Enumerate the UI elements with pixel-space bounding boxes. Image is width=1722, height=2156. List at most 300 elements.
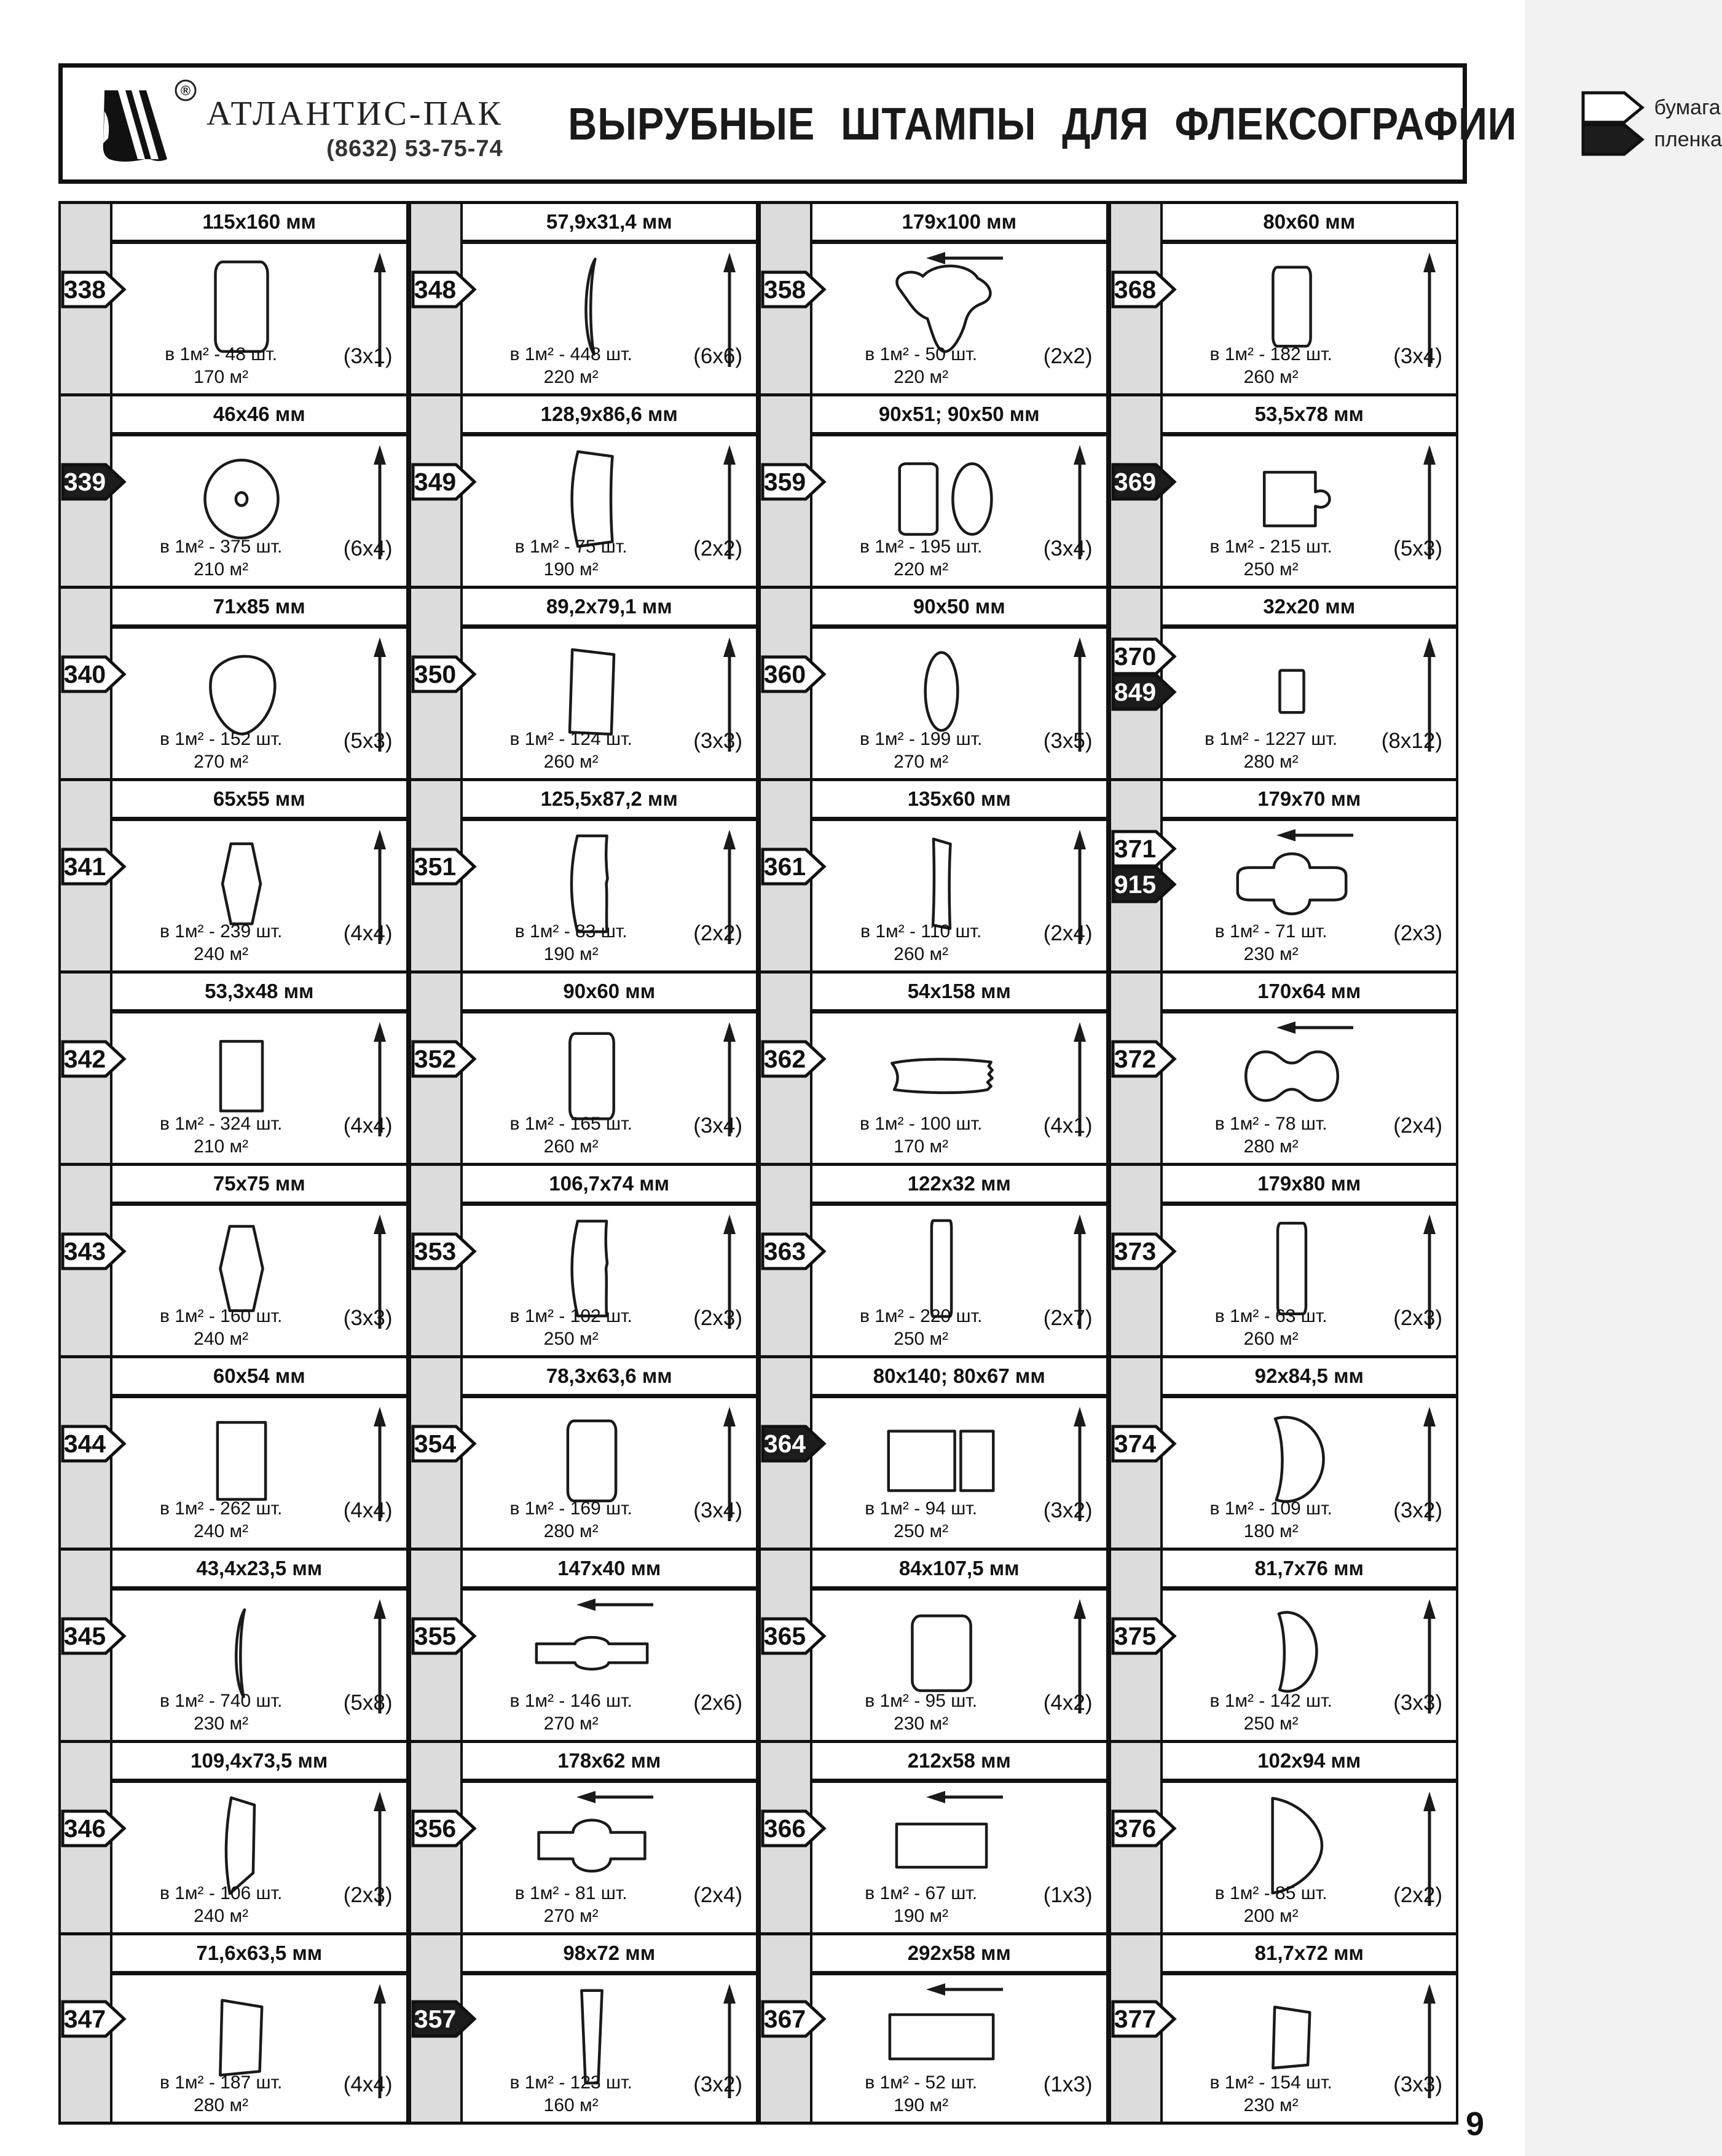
stamp-id-tag <box>1111 463 1176 501</box>
dimensions-label: 81,7x72 мм <box>1163 1935 1457 1975</box>
stamp-cell <box>409 586 759 778</box>
stamp-id: 369 <box>1114 467 1156 496</box>
stamp-id: 915 <box>1114 870 1156 899</box>
roll-area: 240 м² <box>194 944 249 964</box>
stamp-cell <box>58 201 409 393</box>
cell-main-area <box>812 629 1106 778</box>
cell-frame <box>1163 589 1459 778</box>
cell-info <box>119 1305 324 1350</box>
id-tag-stack <box>1111 1426 1176 1462</box>
cell-info <box>119 1690 324 1735</box>
stamp-id: 370 <box>1114 642 1156 671</box>
roll-area: 190 м² <box>894 2095 949 2115</box>
cell-frame <box>112 589 409 778</box>
id-tag-stack <box>761 1618 826 1654</box>
id-tag-stack <box>61 656 126 692</box>
layout-ratio: (3x4) <box>693 1114 742 1138</box>
stamp-cell <box>58 393 409 586</box>
dimensions-label: 80x60 мм <box>1163 204 1457 244</box>
cell-main-area <box>112 821 406 970</box>
per-m2-count: в 1м² - 262 шт. <box>159 1498 283 1519</box>
dimensions-label: 179x100 мм <box>812 204 1106 244</box>
layout-ratio: (2x4) <box>693 1883 742 1907</box>
id-tag-stack <box>411 2001 476 2037</box>
stamp-id-tag <box>761 1617 826 1655</box>
stamp-cell <box>1109 1932 1459 2125</box>
die-shape <box>213 1416 270 1506</box>
stamp-cell <box>758 778 1109 970</box>
cell-main-area <box>812 821 1106 970</box>
cell-frame <box>1163 204 1459 393</box>
stamp-cell <box>409 393 759 586</box>
dimensions-label: 109,4x73,5 мм <box>112 1743 406 1783</box>
cell-main-area <box>1163 1013 1457 1163</box>
logo <box>86 82 198 165</box>
id-tag-stack <box>61 1618 126 1654</box>
die-shape <box>215 837 268 930</box>
cell-main-area <box>463 244 757 393</box>
stamp-id-tag <box>1111 865 1176 903</box>
cell-frame <box>812 1166 1109 1355</box>
cell-info <box>468 1497 674 1543</box>
cell-main-area <box>812 1013 1106 1163</box>
roll-area: 240 м² <box>194 1329 249 1349</box>
per-m2-count: в 1м² - 48 шт. <box>165 344 278 364</box>
dimensions-label: 115x160 мм <box>112 204 406 244</box>
stamp-id-tag <box>61 270 126 309</box>
stamp-cell <box>409 1548 759 1740</box>
die-shape <box>199 454 285 545</box>
stamp-id-tag <box>411 270 476 309</box>
stamp-id: 354 <box>414 1429 456 1458</box>
stamp-cell <box>409 970 759 1163</box>
atlantis-pak-logo-icon <box>86 82 170 165</box>
per-m2-count: в 1м² - 165 шт. <box>509 1114 632 1134</box>
id-tag-stack <box>411 1618 476 1654</box>
dimensions-label: 46x46 мм <box>112 396 406 436</box>
stamp-cell <box>1109 778 1459 970</box>
cell-frame <box>463 781 759 970</box>
die-shape <box>888 455 996 543</box>
die-shape <box>1232 835 1352 932</box>
stamp-cell <box>1109 970 1459 1163</box>
roll-area: 220 м² <box>894 559 949 580</box>
roll-area: 190 м² <box>543 559 599 580</box>
layout-ratio: (2x2) <box>693 537 742 561</box>
stamp-id: 352 <box>414 1044 456 1073</box>
cell-frame <box>1163 1358 1459 1548</box>
stamp-id-tag <box>61 1232 126 1270</box>
page-title: ВЫРУБНЫЕ ШТАМПЫ ДЛЯ ФЛЕКСОГРАФИИ <box>567 98 1517 149</box>
per-m2-count: в 1м² - 375 шт. <box>159 537 283 557</box>
cell-info <box>819 535 1024 581</box>
roll-area: 160 м² <box>543 2095 599 2115</box>
id-tag-stack <box>411 272 476 307</box>
cell-info <box>1168 920 1374 966</box>
cell-info <box>119 2071 324 2117</box>
id-tag-stack <box>411 1233 476 1269</box>
id-tag-stack <box>61 1041 126 1077</box>
cell-frame <box>1163 974 1459 1163</box>
cell-info <box>1168 1112 1374 1158</box>
stamp-cell <box>758 1355 1109 1548</box>
stamp-id-tag <box>1111 1425 1176 1463</box>
stamp-id: 849 <box>1114 677 1156 706</box>
layout-ratio: (3x1) <box>343 344 393 368</box>
layout-ratio: (4x1) <box>1043 1114 1093 1138</box>
dimensions-label: 170x64 мм <box>1163 974 1457 1013</box>
per-m2-count: в 1м² - 52 шт. <box>865 2072 978 2093</box>
stamp-id: 341 <box>63 852 106 881</box>
layout-ratio: (2x3) <box>693 1306 742 1330</box>
dimensions-label: 147x40 мм <box>463 1551 757 1591</box>
layout-ratio: (3x2) <box>1043 1498 1093 1522</box>
stamp-cell <box>409 1355 759 1548</box>
stamp-cell <box>758 1740 1109 1932</box>
stamp-id: 356 <box>414 1814 456 1843</box>
cell-info <box>819 1305 1024 1350</box>
layout-ratio: (1x3) <box>1043 2072 1093 2096</box>
stamp-id: 355 <box>414 1621 456 1650</box>
layout-ratio: (8x12) <box>1381 729 1442 753</box>
stamp-id-tag <box>411 1809 476 1847</box>
stamp-id-tag <box>761 1809 826 1847</box>
dimensions-label: 81,7x76 мм <box>1163 1551 1457 1591</box>
die-shape <box>881 1420 1002 1501</box>
layout-ratio: (4x2) <box>1043 1691 1093 1715</box>
die-shape <box>889 1820 994 1871</box>
roll-area: 240 м² <box>194 1521 249 1541</box>
per-m2-count: в 1м² - 146 шт. <box>509 1691 632 1711</box>
stamp-id: 339 <box>63 467 106 496</box>
per-m2-count: в 1м² - 199 шт. <box>859 729 983 749</box>
die-shape <box>566 1026 618 1126</box>
cell-main-area <box>112 436 406 586</box>
stamp-cell <box>58 1355 409 1548</box>
per-m2-count: в 1м² - 182 шт. <box>1209 344 1332 364</box>
stamp-id: 348 <box>414 275 456 304</box>
id-tag-stack <box>1111 639 1176 710</box>
per-m2-count: в 1м² - 154 шт. <box>1209 2072 1332 2093</box>
cell-main-area <box>463 1206 757 1355</box>
roll-area: 200 м² <box>1243 1906 1299 1926</box>
id-tag-stack <box>411 464 476 500</box>
left-arrow-icon <box>924 250 1005 266</box>
cell-info <box>819 1690 1024 1735</box>
roll-area: 240 м² <box>194 1906 249 1926</box>
roll-area: 230 м² <box>194 1713 249 1734</box>
roll-area: 270 м² <box>543 1906 599 1926</box>
layout-ratio: (3x4) <box>1393 344 1442 368</box>
dimensions-label: 65x55 мм <box>112 781 406 821</box>
stamp-cell <box>409 1740 759 1932</box>
cell-main-area <box>463 436 757 586</box>
cell-frame <box>1163 781 1459 970</box>
stamp-cell <box>758 1932 1109 2125</box>
legend-paper-label: бумага <box>1654 95 1721 119</box>
stamp-id: 359 <box>763 467 806 496</box>
dimensions-label: 89,2x79,1 мм <box>463 589 757 629</box>
left-arrow-icon <box>1275 1020 1356 1036</box>
layout-ratio: (4x4) <box>343 921 393 945</box>
stamp-cell <box>409 1932 759 2125</box>
cell-frame <box>112 781 409 970</box>
cell-info <box>819 1112 1024 1158</box>
stamp-id: 365 <box>763 1621 806 1650</box>
layout-ratio: (3x4) <box>693 1498 742 1522</box>
stamp-id: 349 <box>414 467 456 496</box>
id-tag-stack <box>411 1426 476 1462</box>
film-tag-icon <box>1581 123 1644 156</box>
stamp-cell <box>758 586 1109 778</box>
cell-main-area <box>463 821 757 970</box>
cell-frame <box>112 1358 409 1548</box>
cell-frame <box>812 1358 1109 1548</box>
id-tag-stack <box>761 849 826 884</box>
cell-main-area <box>112 1975 406 2122</box>
stamp-id: 372 <box>1114 1044 1156 1073</box>
direction-arrow <box>1275 827 1356 846</box>
cell-frame <box>463 974 759 1163</box>
cell-info <box>468 535 674 581</box>
cell-frame <box>812 1551 1109 1740</box>
cell-info <box>819 1882 1024 1927</box>
layout-ratio: (3x2) <box>693 2072 742 2096</box>
cell-main-area <box>1163 1591 1457 1740</box>
id-tag-stack <box>411 849 476 884</box>
roll-area: 210 м² <box>194 559 249 580</box>
stamp-id: 342 <box>63 1044 106 1073</box>
stamp-id-tag <box>1111 2000 1176 2038</box>
direction-arrow <box>575 1789 656 1808</box>
cell-main-area <box>812 1591 1106 1740</box>
cell-frame <box>463 1358 759 1548</box>
dimensions-label: 90x51; 90x50 мм <box>812 396 1106 436</box>
direction-arrow <box>924 1789 1005 1808</box>
per-m2-count: в 1м² - 85 шт. <box>1214 1883 1327 1903</box>
per-m2-count: в 1м² - 75 шт. <box>514 537 627 557</box>
stamp-cell <box>409 1163 759 1355</box>
per-m2-count: в 1м² - 220 шт. <box>859 1306 983 1326</box>
stamp-id: 340 <box>63 659 106 688</box>
layout-ratio: (2x3) <box>343 1883 393 1907</box>
per-m2-count: в 1м² - 71 шт. <box>1214 921 1327 942</box>
cell-info <box>468 1305 674 1350</box>
cell-info <box>468 1112 674 1158</box>
page-header <box>58 63 1722 184</box>
roll-area: 220 м² <box>894 367 949 387</box>
cell-info <box>468 343 674 388</box>
stamp-id-tag <box>411 1232 476 1270</box>
left-arrow-icon <box>575 1789 656 1805</box>
stamp-cell <box>409 778 759 970</box>
cell-main-area <box>463 1975 757 2122</box>
stamp-id-tag <box>761 1425 826 1463</box>
layout-ratio: (5x8) <box>343 1691 393 1715</box>
die-shape <box>922 646 961 737</box>
cell-frame <box>463 589 759 778</box>
dimensions-label: 78,3x63,6 мм <box>463 1358 757 1398</box>
left-arrow-icon <box>1275 827 1356 843</box>
cell-main-area <box>1163 1206 1457 1355</box>
cell-main-area <box>812 1206 1106 1355</box>
per-m2-count: в 1м² - 124 шт. <box>509 729 632 749</box>
stamp-id-tag <box>1111 637 1176 675</box>
roll-area: 250 м² <box>894 1521 949 1541</box>
dimensions-label: 92x84,5 мм <box>1163 1358 1457 1398</box>
cell-frame <box>812 396 1109 586</box>
roll-area: 250 м² <box>1243 1713 1299 1734</box>
cell-info <box>1168 728 1374 773</box>
cell-frame <box>112 1935 409 2122</box>
id-tag-stack <box>1111 1233 1176 1269</box>
per-m2-count: в 1м² - 94 шт. <box>865 1498 978 1519</box>
stamp-id-tag <box>411 1040 476 1078</box>
id-tag-stack <box>761 1233 826 1269</box>
stamp-cell <box>1109 1740 1459 1932</box>
stamp-id: 353 <box>414 1237 456 1265</box>
stamp-id: 373 <box>1114 1237 1156 1265</box>
die-shape <box>1263 1607 1321 1699</box>
roll-area: 280 м² <box>1243 1136 1299 1157</box>
cell-main-area <box>1163 244 1457 393</box>
id-tag-stack <box>411 656 476 692</box>
cell-info <box>1168 2071 1374 2117</box>
dimensions-label: 128,9x86,6 мм <box>463 396 757 436</box>
cell-frame <box>112 204 409 393</box>
per-m2-count: в 1м² - 83 шт. <box>514 921 627 942</box>
dimensions-label: 71,6x63,5 мм <box>112 1935 406 1975</box>
die-shape <box>881 2011 1002 2063</box>
cell-frame <box>812 1743 1109 1932</box>
cell-main-area <box>112 1783 406 1932</box>
svg-text:®: ® <box>180 83 191 98</box>
cell-main-area <box>812 1975 1106 2122</box>
cell-frame <box>463 396 759 586</box>
dimensions-label: 122x32 мм <box>812 1166 1106 1206</box>
stamp-id: 364 <box>763 1429 806 1458</box>
stamp-id: 358 <box>763 275 806 304</box>
stamp-id: 338 <box>63 275 106 304</box>
left-arrow-icon <box>924 1981 1005 1997</box>
cell-info <box>119 1497 324 1543</box>
legend-film-label: пленка <box>1654 127 1722 151</box>
cell-frame <box>112 1166 409 1355</box>
roll-area: 280 м² <box>543 1521 599 1541</box>
dimensions-label: 90x60 мм <box>463 974 757 1013</box>
dimensions-label: 53,3x48 мм <box>112 974 406 1013</box>
stamp-cell <box>1109 393 1459 586</box>
stamp-id-tag <box>411 655 476 693</box>
stamp-id: 374 <box>1114 1429 1156 1458</box>
id-tag-stack <box>761 272 826 307</box>
stamp-id: 351 <box>414 852 456 881</box>
stamp-id: 363 <box>763 1237 806 1265</box>
cell-main-area <box>812 1783 1106 1932</box>
direction-arrow <box>924 250 1005 269</box>
layout-ratio: (3x2) <box>1393 1498 1442 1522</box>
per-m2-count: в 1м² - 195 шт. <box>859 537 983 557</box>
per-m2-count: в 1м² - 740 шт. <box>159 1691 283 1711</box>
per-m2-count: в 1м² - 448 шт. <box>509 344 632 364</box>
id-tag-stack <box>411 1811 476 1846</box>
stamp-id: 357 <box>414 2005 456 2034</box>
layout-ratio: (3x4) <box>1043 537 1093 561</box>
layout-ratio: (3x3) <box>1393 2072 1442 2096</box>
layout-ratio: (3x3) <box>1393 1691 1442 1715</box>
dimensions-label: 292x58 мм <box>812 1935 1106 1975</box>
per-m2-count: в 1м² - 187 шт. <box>159 2072 283 2093</box>
dimensions-label: 212x58 мм <box>812 1743 1106 1783</box>
brand-phone: (8632) 53-75-74 <box>326 135 503 162</box>
cell-frame <box>112 1743 409 1932</box>
cell-frame <box>812 204 1109 393</box>
legend-paper-row <box>1581 92 1721 124</box>
cell-main-area <box>463 1013 757 1163</box>
stamp-id: 367 <box>763 2005 806 2034</box>
dimensions-label: 75x75 мм <box>112 1166 406 1206</box>
die-shape <box>1270 261 1314 353</box>
cell-frame <box>1163 1743 1459 1932</box>
stamp-cell <box>1109 1355 1459 1548</box>
stamp-id-tag <box>1111 1232 1176 1270</box>
layout-ratio: (4x4) <box>343 1498 393 1522</box>
cell-main-area <box>1163 1398 1457 1548</box>
dimensions-label: 53,5x78 мм <box>1163 396 1457 436</box>
legend-film-row <box>1581 124 1721 155</box>
paper-tag-icon <box>1581 91 1644 124</box>
roll-area: 180 м² <box>1243 1521 1299 1541</box>
stamp-id-tag <box>61 1617 126 1655</box>
brand-block <box>206 94 503 162</box>
layout-ratio: (2x2) <box>693 921 742 945</box>
stamp-id-tag <box>761 1232 826 1270</box>
cell-info <box>468 2071 674 2117</box>
dimensions-label: 135x60 мм <box>812 781 1106 821</box>
layout-ratio: (3x3) <box>693 729 742 753</box>
cell-info <box>819 343 1024 388</box>
stamp-id: 371 <box>1114 834 1156 863</box>
stamp-id-tag <box>1111 830 1176 868</box>
brand-name: АТЛАНТИС-ПАК <box>206 94 503 133</box>
dimensions-label: 84x107,5 мм <box>812 1551 1106 1591</box>
stamp-cell <box>1109 201 1459 393</box>
cell-main-area <box>812 1398 1106 1548</box>
stamp-id-tag <box>761 1040 826 1078</box>
per-m2-count: в 1м² - 102 шт. <box>509 1306 632 1326</box>
cell-main-area <box>1163 436 1457 586</box>
roll-area: 190 м² <box>894 1906 949 1926</box>
cell-frame <box>1163 396 1459 586</box>
per-m2-count: в 1м² - 81 шт. <box>514 1883 627 1903</box>
stamp-cell <box>758 201 1109 393</box>
roll-area: 250 м² <box>1243 559 1299 580</box>
id-tag-stack <box>61 272 126 307</box>
stamp-cell <box>1109 1163 1459 1355</box>
layout-ratio: (5x3) <box>343 729 393 753</box>
cell-main-area <box>463 629 757 778</box>
per-m2-count: в 1м² - 106 шт. <box>159 1883 283 1903</box>
cell-main-area <box>1163 629 1457 778</box>
roll-area: 270 м² <box>543 1713 599 1734</box>
layout-ratio: (4x4) <box>343 2072 393 2096</box>
id-tag-stack <box>1111 1811 1176 1846</box>
id-tag-stack <box>61 464 126 500</box>
roll-area: 260 м² <box>1243 1329 1299 1349</box>
left-arrow-icon <box>924 1789 1005 1805</box>
cell-info <box>119 728 324 773</box>
roll-area: 250 м² <box>543 1329 599 1349</box>
